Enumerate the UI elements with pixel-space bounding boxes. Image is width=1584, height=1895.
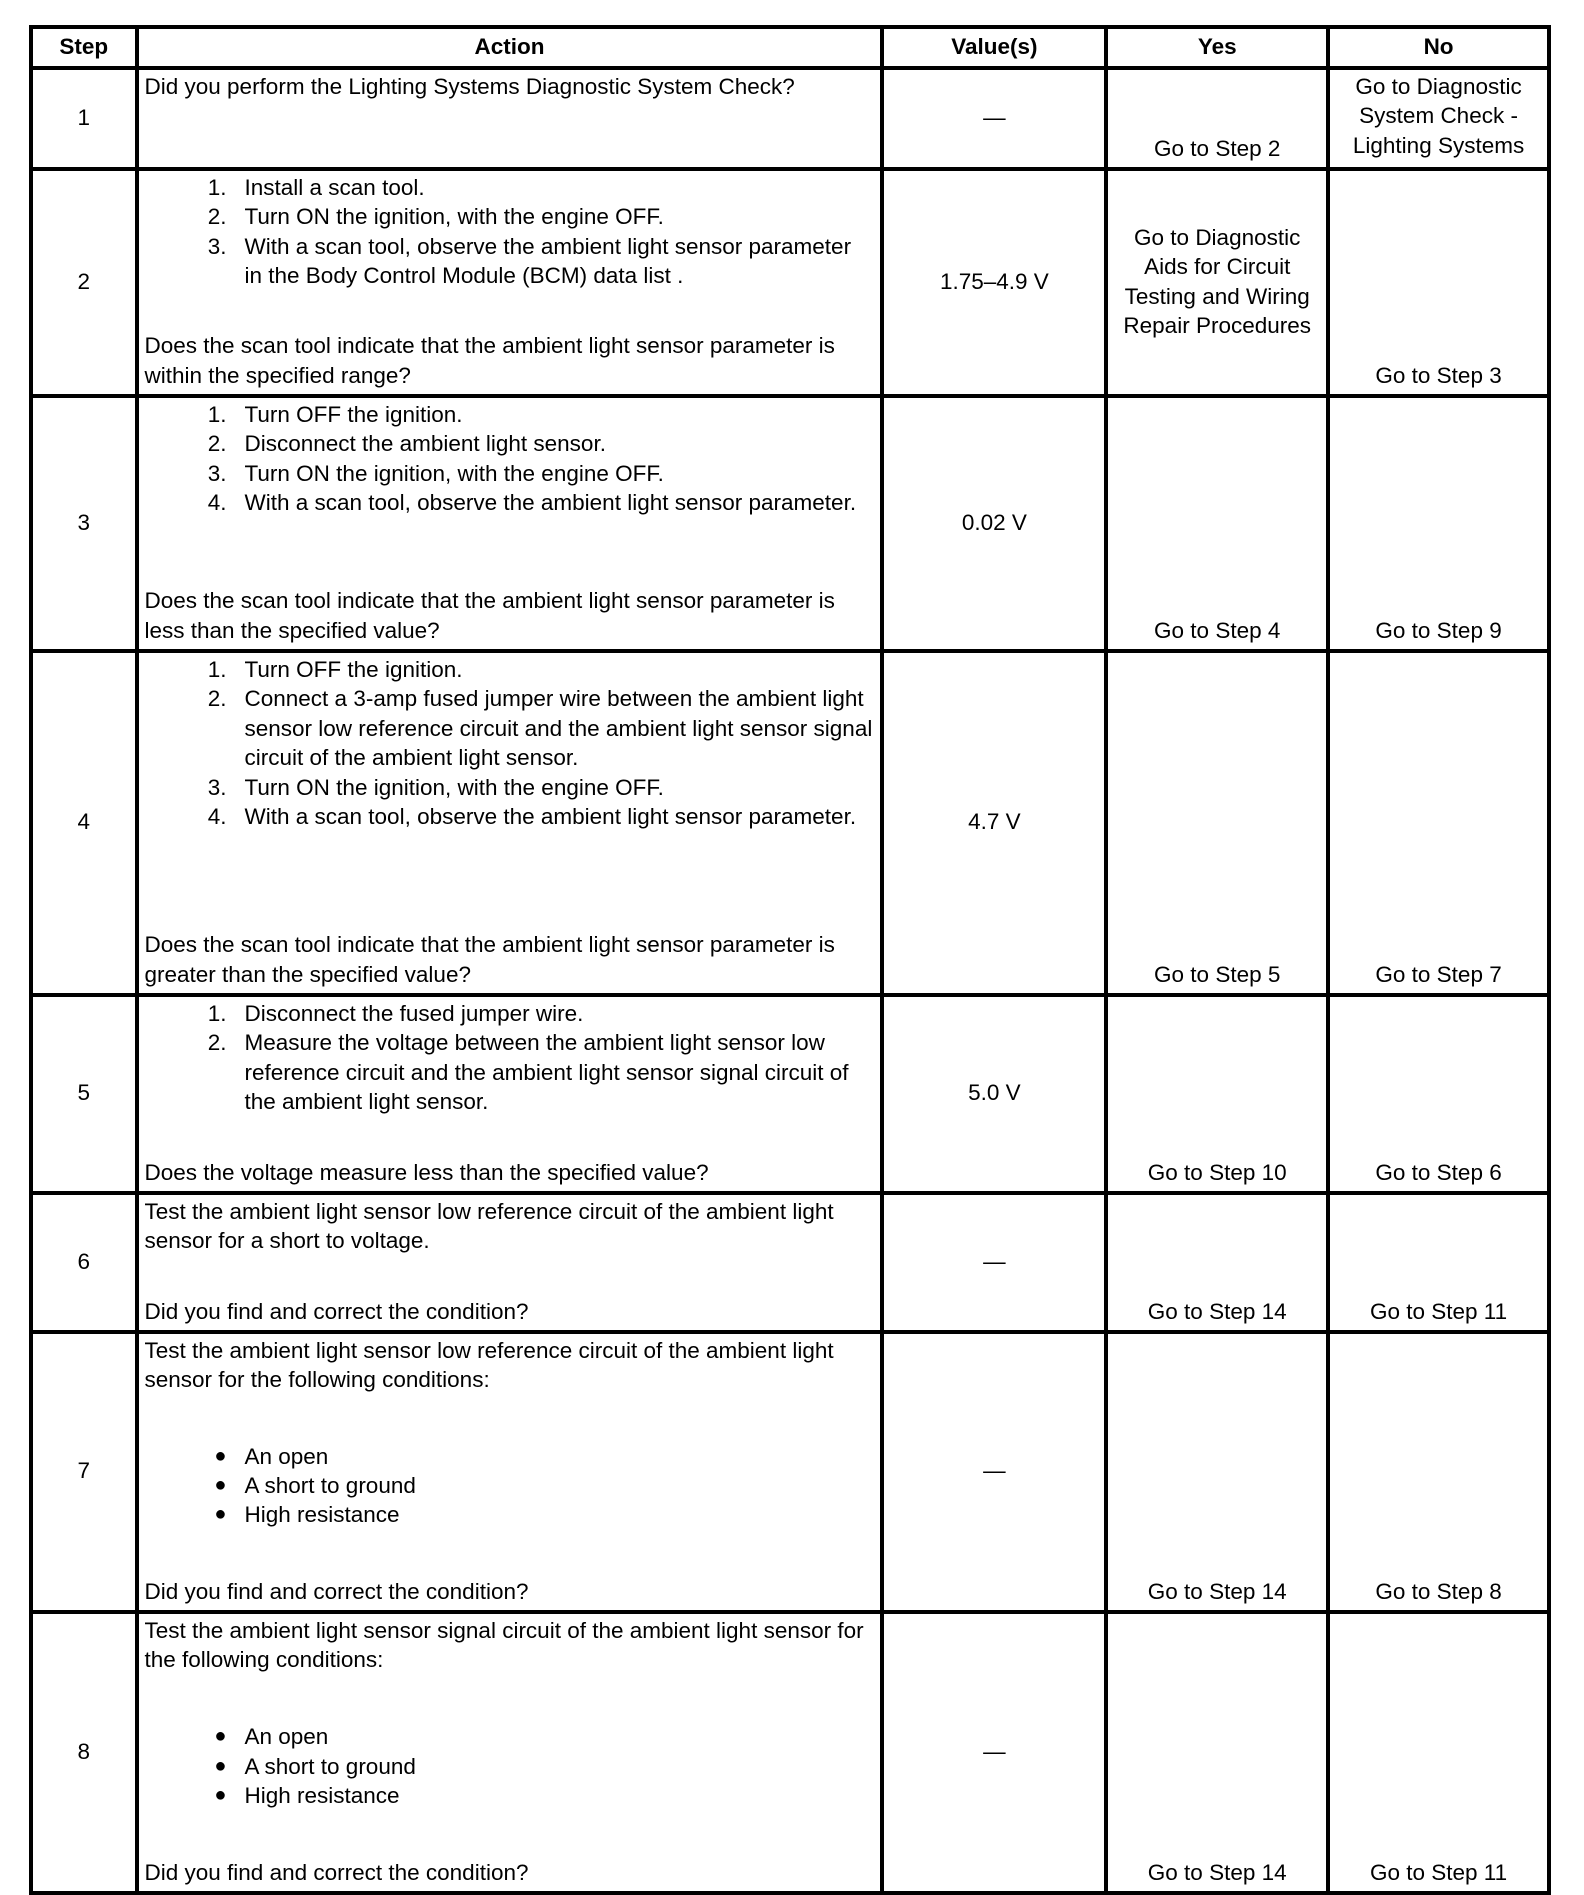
header-yes: Yes xyxy=(1104,29,1326,66)
action-intro: Test the ambient light sensor low reference circuit of the ambient light sensor for a short to voltage. xyxy=(144,1199,834,1254)
table-row xyxy=(33,167,1547,394)
action-cell xyxy=(135,171,881,394)
no-cell xyxy=(1326,70,1547,167)
bullet-icon: ● xyxy=(214,1783,227,1806)
list-item xyxy=(145,1028,875,1116)
list-item xyxy=(145,400,875,429)
step-number: 7 xyxy=(77,1458,90,1484)
no-cell xyxy=(1326,398,1547,649)
value-cell: 5.0 V xyxy=(880,997,1104,1191)
table-row xyxy=(33,1330,1547,1610)
yes-link[interactable]: Go to Step 10 xyxy=(1147,1159,1287,1185)
bullet-icon: ● xyxy=(214,1754,227,1777)
list-item xyxy=(145,459,875,488)
item-text: Disconnect the fused jumper wire. xyxy=(244,1001,584,1026)
item-text: An open xyxy=(244,1443,329,1469)
list-item xyxy=(145,1781,875,1810)
list-item xyxy=(145,684,875,772)
list-item xyxy=(145,202,875,231)
item-text: Turn ON the ignition, with the engine OFF. xyxy=(244,774,664,800)
yes-link[interactable]: Go to Step 14 xyxy=(1147,1298,1287,1324)
value-cell: — xyxy=(880,1195,1104,1330)
table-row xyxy=(33,1610,1547,1891)
item-text: With a scan tool, observe the ambient light sensor parameter. xyxy=(244,490,857,516)
list-item xyxy=(145,655,875,684)
numbered-list xyxy=(145,655,875,831)
header-values: Value(s) xyxy=(880,29,1104,66)
no-cell xyxy=(1326,171,1547,394)
item-number: 4. xyxy=(207,490,227,516)
yes-cell xyxy=(1104,1614,1326,1891)
no-cell xyxy=(1326,1614,1547,1891)
item-text: High resistance xyxy=(244,1782,400,1808)
list-item xyxy=(145,429,875,458)
item-text: High resistance xyxy=(244,1502,400,1528)
numbered-list xyxy=(145,400,875,518)
action-question: Does the voltage measure less than the specified value? xyxy=(144,1159,709,1185)
item-text: Connect a 3-amp fused jumper wire between the ambient light sensor low reference circuit and the ambient light sensor signal circuit of the ambient light sensor. xyxy=(244,686,873,771)
step-number: 3 xyxy=(77,509,90,535)
list-item xyxy=(145,1752,875,1781)
no-link[interactable]: Go to Step 9 xyxy=(1375,617,1502,643)
header-action: Action xyxy=(135,29,881,66)
item-number: 1. xyxy=(207,175,227,200)
table-row xyxy=(33,993,1547,1191)
item-number: 2. xyxy=(207,431,227,457)
yes-link[interactable]: Go to Step 5 xyxy=(1154,961,1281,987)
action-cell xyxy=(135,70,881,167)
table-row xyxy=(33,394,1547,649)
step-number: 8 xyxy=(77,1738,90,1764)
list-item xyxy=(145,173,875,202)
no-cell xyxy=(1326,1334,1547,1610)
action-cell xyxy=(135,1334,881,1610)
list-item xyxy=(145,488,875,517)
list-item xyxy=(145,773,875,802)
list-item xyxy=(145,802,875,831)
table-row xyxy=(33,66,1547,167)
item-text: A short to ground xyxy=(244,1473,416,1498)
value-cell: — xyxy=(880,70,1104,167)
yes-cell xyxy=(1104,1334,1326,1610)
list-item xyxy=(145,1471,875,1500)
value-cell: — xyxy=(880,1614,1104,1891)
no-link[interactable]: Go to Step 11 xyxy=(1369,1859,1508,1885)
action-question: Did you find and correct the condition? xyxy=(144,1859,529,1885)
list-item xyxy=(145,999,875,1028)
yes-link[interactable]: Go to Step 4 xyxy=(1154,617,1281,643)
yes-cell xyxy=(1104,653,1326,993)
step-number: 5 xyxy=(77,1080,90,1106)
list-item xyxy=(145,1500,875,1529)
yes-cell xyxy=(1104,997,1326,1191)
item-number: 1. xyxy=(207,1001,227,1026)
item-number: 3. xyxy=(207,233,227,259)
item-text: Turn OFF the ignition. xyxy=(244,402,463,427)
value-cell: 0.02 V xyxy=(880,398,1104,649)
item-text: Measure the voltage between the ambient light sensor low reference circuit and the ambient light sensor signal circuit of the ambient light sensor. xyxy=(244,1030,849,1115)
item-text: An open xyxy=(244,1724,329,1750)
no-link[interactable]: Go to Step 7 xyxy=(1375,961,1502,987)
item-number: 3. xyxy=(207,774,227,800)
action-intro: Did you perform the Lighting Systems Diagnostic System Check? xyxy=(144,74,795,99)
table-header xyxy=(33,29,1547,66)
diagnostic-table xyxy=(29,25,1551,1895)
action-cell xyxy=(135,997,881,1191)
item-text: Turn ON the ignition, with the engine OFF. xyxy=(244,460,664,486)
item-number: 2. xyxy=(207,1030,227,1056)
numbered-list xyxy=(145,999,875,1117)
action-intro: Test the ambient light sensor signal circuit of the ambient light sensor for the following conditions: xyxy=(144,1618,864,1673)
action-question: Did you find and correct the condition? xyxy=(144,1578,529,1604)
yes-link[interactable]: Go to Step 2 xyxy=(1154,135,1281,161)
header-no: No xyxy=(1326,29,1547,66)
item-number: 2. xyxy=(207,204,227,230)
item-text: Install a scan tool. xyxy=(244,175,425,200)
yes-cell xyxy=(1104,1195,1326,1330)
item-number: 1. xyxy=(207,402,227,427)
item-text: With a scan tool, observe the ambient light sensor parameter. xyxy=(244,804,857,830)
action-intro: Test the ambient light sensor low reference circuit of the ambient light sensor for the following conditions: xyxy=(144,1338,834,1393)
table-row xyxy=(33,1191,1547,1330)
yes-cell xyxy=(1104,398,1326,649)
action-question: Does the scan tool indicate that the ambient light sensor parameter is greater than the specified value? xyxy=(144,932,835,987)
item-text: With a scan tool, observe the ambient light sensor parameter in the Body Control Module (BCM) data list . xyxy=(244,233,852,289)
item-number: 3. xyxy=(207,460,227,486)
bullet-list xyxy=(145,1442,875,1530)
action-cell xyxy=(135,1614,881,1891)
step-number: 4 xyxy=(77,809,90,835)
no-link[interactable]: Go to Step 3 xyxy=(1375,362,1502,388)
bullet-icon: ● xyxy=(214,1444,227,1467)
numbered-list xyxy=(145,173,875,291)
bullet-list xyxy=(145,1722,875,1810)
item-number: 2. xyxy=(207,686,227,712)
bullet-icon: ● xyxy=(214,1474,227,1496)
no-link[interactable]: Go to Diagnostic System Check - Lighting Systems xyxy=(1352,74,1525,158)
no-cell xyxy=(1326,653,1547,993)
value-cell: — xyxy=(880,1334,1104,1610)
action-cell xyxy=(135,653,881,993)
no-cell xyxy=(1326,1195,1547,1330)
yes-link[interactable]: Go to Diagnostic Aids for Circuit Testing and Wiring Repair Procedures xyxy=(1123,224,1311,338)
value-cell: 1.75–4.9 V xyxy=(880,171,1104,394)
yes-link[interactable]: Go to Step 14 xyxy=(1147,1578,1287,1604)
step-number: 6 xyxy=(77,1248,90,1274)
header-step: Step xyxy=(59,33,109,59)
yes-cell xyxy=(1104,70,1326,167)
table-row xyxy=(33,649,1547,993)
action-question: Does the scan tool indicate that the ambient light sensor parameter is within the specified range? xyxy=(144,333,835,388)
yes-cell xyxy=(1104,171,1326,394)
yes-link[interactable]: Go to Step 14 xyxy=(1147,1859,1287,1885)
item-number: 1. xyxy=(207,657,227,682)
list-item xyxy=(145,1722,875,1751)
no-cell xyxy=(1326,997,1547,1191)
action-cell xyxy=(135,1195,881,1330)
no-link[interactable]: Go to Step 6 xyxy=(1375,1159,1502,1185)
step-number: 1 xyxy=(77,104,90,130)
no-link[interactable]: Go to Step 8 xyxy=(1375,1578,1502,1604)
list-item xyxy=(145,232,875,291)
item-text: A short to ground xyxy=(244,1753,416,1779)
list-item xyxy=(145,1442,875,1471)
item-text: Turn OFF the ignition. xyxy=(244,657,463,682)
no-link[interactable]: Go to Step 11 xyxy=(1369,1298,1508,1324)
item-text: Turn ON the ignition, with the engine OFF. xyxy=(244,204,664,230)
item-number: 4. xyxy=(207,804,227,830)
bullet-icon: ● xyxy=(214,1503,227,1526)
action-cell xyxy=(135,398,881,649)
action-question: Did you find and correct the condition? xyxy=(144,1298,529,1324)
item-text: Disconnect the ambient light sensor. xyxy=(244,431,606,457)
value-cell: 4.7 V xyxy=(880,653,1104,993)
step-number: 2 xyxy=(77,268,90,294)
bullet-icon: ● xyxy=(214,1725,227,1748)
action-question: Does the scan tool indicate that the ambient light sensor parameter is less than the specified value? xyxy=(144,588,835,643)
